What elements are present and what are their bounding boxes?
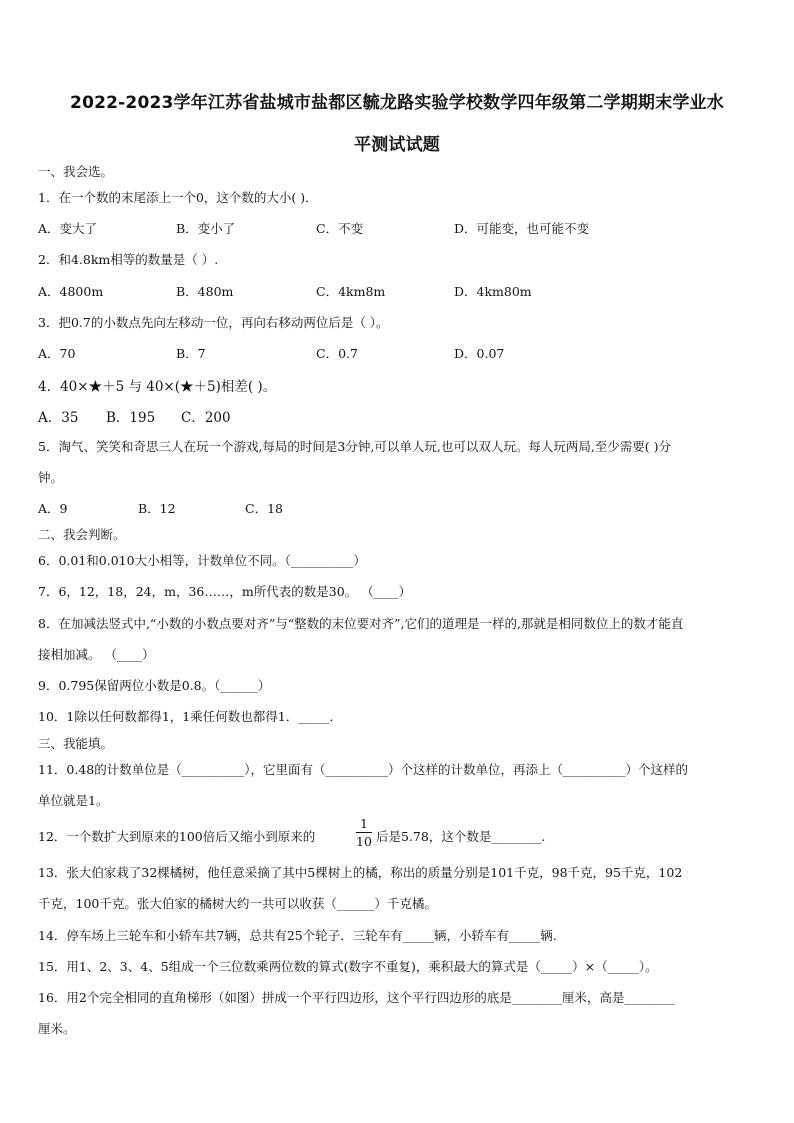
q1-option-c: C．不变: [316, 221, 364, 236]
question-6: 6．0.01和0.010大小相等，计数单位不同。（__________）: [38, 553, 366, 568]
question-13-line-2: 千克，100千克。张大伯家的橘树大约一共可以收获（______）千克橘。: [38, 896, 437, 911]
q5-option-b: B．12: [138, 501, 176, 516]
question-12-suffix: 后是5.78，这个数是________.: [376, 829, 546, 844]
question-13-line-1: 13．张大伯家栽了32棵橘树，他任意采摘了其中5棵树上的橘，称出的质量分别是101千克，98千克，95千克，102: [38, 865, 683, 880]
fraction-numerator: 1: [360, 816, 368, 831]
q5-option-a: A．9: [38, 501, 68, 516]
question-5-line-2: 钟。: [38, 470, 64, 485]
question-10: 10．1除以任何数都得1，1乘任何数也都得1．_____．: [38, 709, 342, 724]
question-12-prefix: 12．一个数扩大到原来的100倍后又缩小到原来的: [38, 829, 316, 844]
question-1: 1．在一个数的末尾添上一个0，这个数的大小( )．: [38, 190, 318, 205]
question-4: 4．40×★＋5 与 40×(★＋5)相差( )。: [38, 379, 277, 395]
question-11-line-1: 11．0.48的计数单位是（__________），它里面有（__________）个这样的计数单位，再添上（__________）个这样的: [38, 762, 688, 777]
question-16-line-1: 16．用2个完全相同的直角梯形（如图）拼成一个平行四边形，这个平行四边形的底是________厘米，高是________: [38, 990, 675, 1005]
q1-option-a: A．变大了: [38, 221, 98, 236]
q3-option-b: B．7: [176, 346, 206, 361]
fraction-bar: [356, 832, 372, 833]
q4-option-c: C．200: [181, 410, 231, 426]
q3-option-d: D．0.07: [454, 346, 505, 361]
q2-option-d: D．4km80m: [454, 284, 532, 299]
question-7: 7．6，12，18，24，m，36……，m所代表的数是30。 （____）: [38, 584, 412, 599]
question-5-line-1: 5．淘气、笑笑和奇思三人在玩一个游戏,每局的时间是3分钟,可以单人玩,也可以双人玩。每人玩两局,至少需要( )分: [38, 439, 672, 454]
q3-option-c: C．0.7: [316, 346, 358, 361]
question-8-line-1: 8．在加减法竖式中,“小数的小数点要对齐”与“整数的末位要对齐”,它们的道理是一样的,那就是相同数位上的数才能直: [38, 616, 684, 631]
question-3: 3．把0.7的小数点先向左移动一位，再向右移动两位后是（ ）。: [38, 315, 389, 330]
q5-option-c: C．18: [245, 501, 283, 516]
question-9: 9．0.795保留两位小数是0.8。（______）: [38, 678, 271, 693]
question-14: 14．停车场上三轮车和小轿车共7辆，总共有25个轮子．三轮车有_____辆，小轿车有_____辆.: [38, 928, 557, 943]
q2-option-b: B．480m: [176, 284, 234, 299]
section-heading-choice: 一、我会选。: [38, 164, 114, 179]
section-heading-judge: 二、我会判断。: [38, 527, 126, 542]
question-16-line-2: 厘米。: [38, 1021, 76, 1036]
q2-option-a: A．4800m: [38, 284, 104, 299]
q2-option-c: C．4km8m: [316, 284, 386, 299]
q1-option-d: D．可能变，也可能不变: [454, 221, 590, 236]
title-line-1: 2022-2023学年江苏省盐城市盐都区毓龙路实验学校数学四年级第二学期期末学业水: [70, 93, 724, 113]
title-line-2: 平测试试题: [354, 135, 440, 155]
question-2: 2．和4.8km相等的数量是（ ）.: [38, 252, 219, 267]
question-15: 15．用1、2、3、4、5组成一个三位数乘两位数的算式(数字不重复)，乘积最大的算式是（_____）×（_____）。: [38, 959, 658, 974]
fraction-one-tenth: [354, 816, 374, 849]
fraction-denominator: 10: [356, 834, 372, 849]
q3-option-a: A．70: [38, 346, 76, 361]
q1-option-b: B．变小了: [176, 221, 236, 236]
section-heading-fill: 三、我能填。: [38, 736, 114, 751]
question-11-line-2: 单位就是1。: [38, 793, 109, 808]
question-8-line-2: 接相加减。 （____）: [38, 647, 155, 662]
q4-option-a: A．35: [38, 410, 79, 426]
q4-option-b: B．195: [106, 410, 156, 426]
